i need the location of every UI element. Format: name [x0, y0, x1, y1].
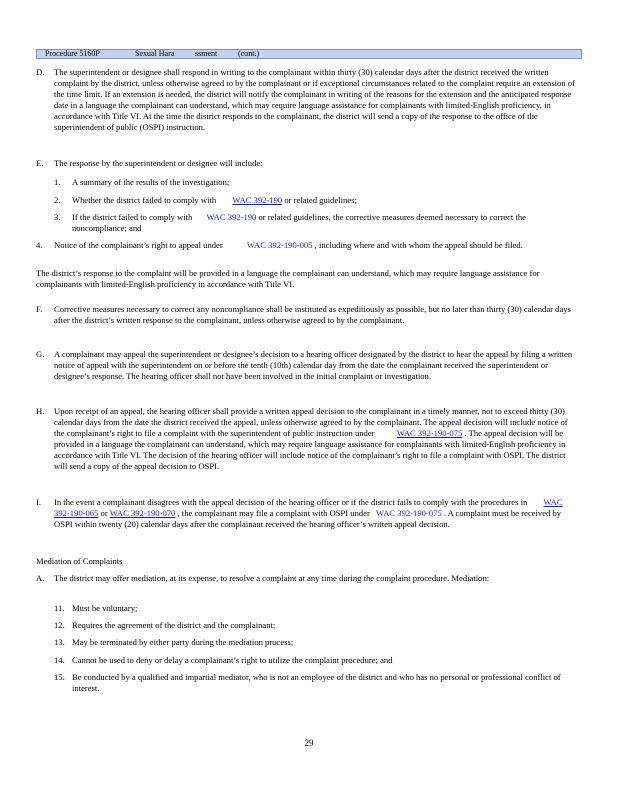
section-h-text-before: Upon receipt of an appeal, the hearing officer shall provide a written appeal decision to the complainant in a timely manner, not to exceed thirty (30) calendar days from the date the district received the appeal, unless otherwise agreed to by the complainant. The appeal decision will include notice of the complainant’s right to file a complaint with the superintendent of public instruction under: [54, 406, 568, 438]
mediation-item-12: [36, 620, 576, 631]
page-number: 29: [304, 738, 314, 748]
mediation-item-12-text: Requires the agreement of the district and the complainant;: [72, 620, 276, 630]
e-item-1-number: 1.: [54, 177, 61, 187]
mediation-item-13: [36, 637, 576, 648]
e-item-4-text-after: , including where and with whom the appeal should be filed.: [312, 240, 523, 250]
mediation-item-15-text: Be conducted by a qualified and impartial mediator, who is not an employee of the district and who has no personal or professional conflict of interest.: [72, 672, 561, 693]
e-item-2-text-after: or related guidelines;: [282, 195, 357, 205]
e-item-3-number: 3.: [54, 212, 61, 222]
mediation-item-15-number: 15.: [54, 672, 65, 682]
mediation-a-text: The district may offer mediation, at its expense, to resolve a complaint at any time during the complaint procedure. Mediation:: [54, 573, 490, 583]
section-g-label: G.: [36, 349, 45, 359]
wac-392-190-075-link[interactable]: WAC 392-190-075: [396, 427, 463, 438]
mediation-item-11: [36, 603, 576, 614]
section-h: [36, 406, 576, 471]
e-item-2: [36, 195, 576, 206]
mediation-item-14-text: Cannot be used to deny or delay a complainant’s right to utilize the complaint procedure; and: [72, 655, 393, 665]
section-f-text: Corrective measures necessary to correct any noncompliance shall be instituted as expeditiously as possible, but no later than thirty (30) calendar days after the district’s written response to the complainant, unless otherwise agreed to by the complainant.: [54, 304, 571, 325]
wac-392-190-005-link[interactable]: WAC 392-190-005: [246, 240, 313, 250]
e-item-2-text-before: Whether the district failed to comply with: [72, 195, 217, 205]
mediation-item-15: [36, 672, 576, 694]
section-f: [36, 304, 576, 326]
e-item-2-number: 2.: [54, 195, 61, 205]
wac-392-190-070-link[interactable]: WAC 392-190-070: [109, 507, 176, 518]
wac-392-190-075-link-2[interactable]: WAC 392-190-075: [376, 507, 442, 518]
section-g-text: A complainant may appeal the superintendent or designee’s decision to a hearing officer designated by the district to hear the appeal by filing a written notice of appeal with the superintendent on or before the tenth (10th) calendar day from the date the complainant received the superintendent or designee’s response. The hearing officer shall not have been involved in the initial complaint or investigation.: [54, 349, 573, 381]
e-item-3: [36, 212, 576, 234]
mediation-item-11-text: Must be voluntary;: [72, 603, 138, 613]
mediation-item-14-number: 14.: [54, 655, 65, 665]
mediation-item-13-text: May be terminated by either party during the mediation process;: [72, 637, 294, 647]
procedure-title-part1: Sexual Hara: [135, 49, 175, 58]
e-item-1-text: A summary of the results of the investigation;: [72, 177, 230, 187]
mediation-item-13-number: 13.: [54, 637, 65, 647]
e-item-3-text-before: If the district failed to comply with: [72, 212, 193, 222]
e-item-4-text-before: Notice of the complainant’s right to appeal under: [54, 240, 223, 250]
section-i-text-after: . A complaint must be received by OSPI within twenty (20) calendar days after the complainant received the hearing officer’s written appeal decision.: [54, 507, 562, 529]
section-f-label: F.: [36, 304, 43, 314]
mediation-heading: Mediation of Complaints: [36, 556, 123, 566]
section-d: [36, 67, 576, 132]
e-item-4: [36, 240, 576, 251]
procedure-title-part2: ssment: [195, 49, 218, 58]
procedure-header-bar: [36, 49, 582, 59]
mediation-item-12-number: 12.: [54, 620, 65, 630]
section-h-label: H.: [36, 406, 45, 416]
e-item-4-number: 4.: [36, 240, 43, 250]
section-d-text: The superintendent or designee shall respond in writing to the complainant within thirty (30) calendar days after the district received the written complaint by the district, unless otherwise agreed to by the complainant or if exceptional circumstances related to the complaint require an extension of the time limit. If an extension is needed, the district will notify the complainant in writing of the reasons for the extension and the anticipated response date in a language the complainant can understand, which may require language assistance for complainants with limited-English proficiency, in accordance with Title VI. At the time the district responds to the complainant, the district will send a copy of the response to the office of the superintendent of public (OSPI) instruction.: [54, 67, 575, 132]
section-h-text-after: . The appeal decision will be provided in a language the complainant can understand, which may require language assistance for complainants with limited-English proficiency in accordance with Title VI. The decision of the hearing officer will include notice of the complainant’s right to file a complaint with OSPI. The district will send a copy of the appeal decision to OSPI.: [54, 427, 566, 471]
section-e-label: E.: [36, 158, 44, 168]
section-e: [36, 158, 576, 169]
e-item-3-text-after: or related guidelines, the corrective measures deemed necessary to correct the noncompliance; and: [72, 212, 526, 233]
section-g: [36, 349, 576, 382]
wac-392-190-link-2[interactable]: WAC 392-190: [206, 212, 257, 222]
e-closing-text: The district’s response to the complaint will be provided in a language the complainant can understand, which may require language assistance for complainants with limited-English proficiency in accordance with Title VI.: [36, 268, 540, 289]
mediation-section-a: [36, 573, 576, 584]
section-e-text: The response by the superintendent or designee will include:: [54, 158, 263, 168]
wac-392-190-link[interactable]: WAC 392-190: [232, 195, 283, 205]
section-i: [36, 497, 576, 530]
procedure-number: Procedure 5160P: [45, 49, 100, 58]
e-closing-paragraph: [36, 268, 576, 290]
wac-392-190-065-link[interactable]: WAC 392-190-065: [54, 497, 563, 518]
continued-marker: (cont.): [238, 49, 260, 58]
mediation-a-label: A.: [36, 573, 45, 583]
mediation-item-14: [36, 655, 576, 666]
section-d-label: D.: [36, 67, 45, 77]
e-item-1: [36, 177, 576, 188]
section-i-text-before: In the event a complainant disagrees with the appeal decision of the hearing officer or if the district fails to comply with the procedures in: [54, 497, 528, 507]
section-i-label: I.: [36, 497, 42, 507]
section-i-text-or: or: [98, 507, 110, 518]
section-i-text-mid: , the complainant may file a complaint with OSPI under: [175, 507, 370, 518]
mediation-item-11-number: 11.: [54, 603, 65, 613]
